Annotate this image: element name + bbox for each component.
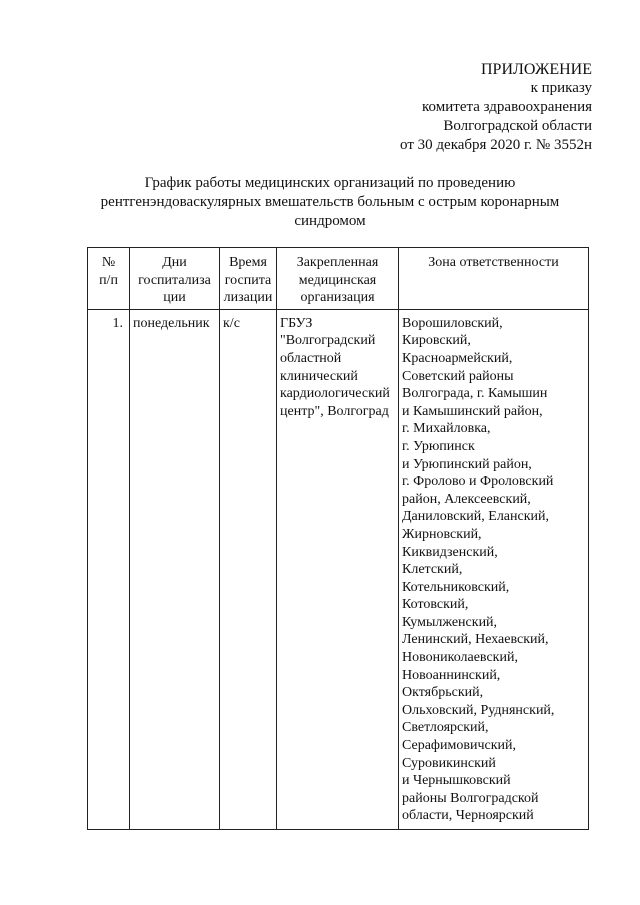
header-organization: Закрепленная медицинская организация: [277, 248, 399, 310]
table-header-row: [88, 248, 589, 310]
document-title: [80, 174, 580, 231]
schedule-table: [87, 247, 589, 830]
header-zone: Зона ответственности: [399, 248, 589, 310]
region-line: Волгоградской области: [443, 118, 592, 134]
row-number: 1.: [88, 309, 130, 829]
row-time: к/с: [220, 309, 277, 829]
row-zone: Ворошиловский, Кировский, Красноармейский, Советский районы Волгограда, г. Камышин и Камышинский район, г. Михайловка, г. Урюпинск и Урюпинский район, г. Фролово и Фроловский район, Алексеевский, Даниловский, Еланский, Жирновский, Киквидзенский, Клетский, Котельниковский, Котовский, Кумылженский, Ленинский, Нехаевский, Новониколаевский, Новоаннинский, Октябрьский, Ольховский, Руднянский, Светлоярский, Серафимовичский, Суровикинский и Чернышковский районы Волгоградской области, Черноярский: [399, 309, 589, 829]
appendix-label: ПРИЛОЖЕНИЕ: [480, 61, 592, 78]
committee-line: комитета здравоохранения: [422, 99, 592, 115]
appendix-header: [400, 60, 592, 155]
order-ref-line: к приказу: [530, 80, 592, 96]
header-time: Время госпита лизации: [220, 248, 277, 310]
row-organization: ГБУЗ "Волгоградский областной клинический кардиологический центр", Волгоград: [277, 309, 399, 829]
row-days: понедельник: [130, 309, 220, 829]
title-line: синдромом: [294, 213, 366, 229]
header-days: Дни госпитализа ции: [130, 248, 220, 310]
order-date-line: от 30 декабря 2020 г. № 3552н: [400, 137, 592, 153]
table-row: [88, 309, 589, 829]
title-line: График работы медицинских организаций по проведению: [144, 175, 516, 191]
header-number: № п/п: [88, 248, 130, 310]
title-line: рентгенэндоваскулярных вмешательств больным с острым коронарным: [100, 194, 560, 210]
